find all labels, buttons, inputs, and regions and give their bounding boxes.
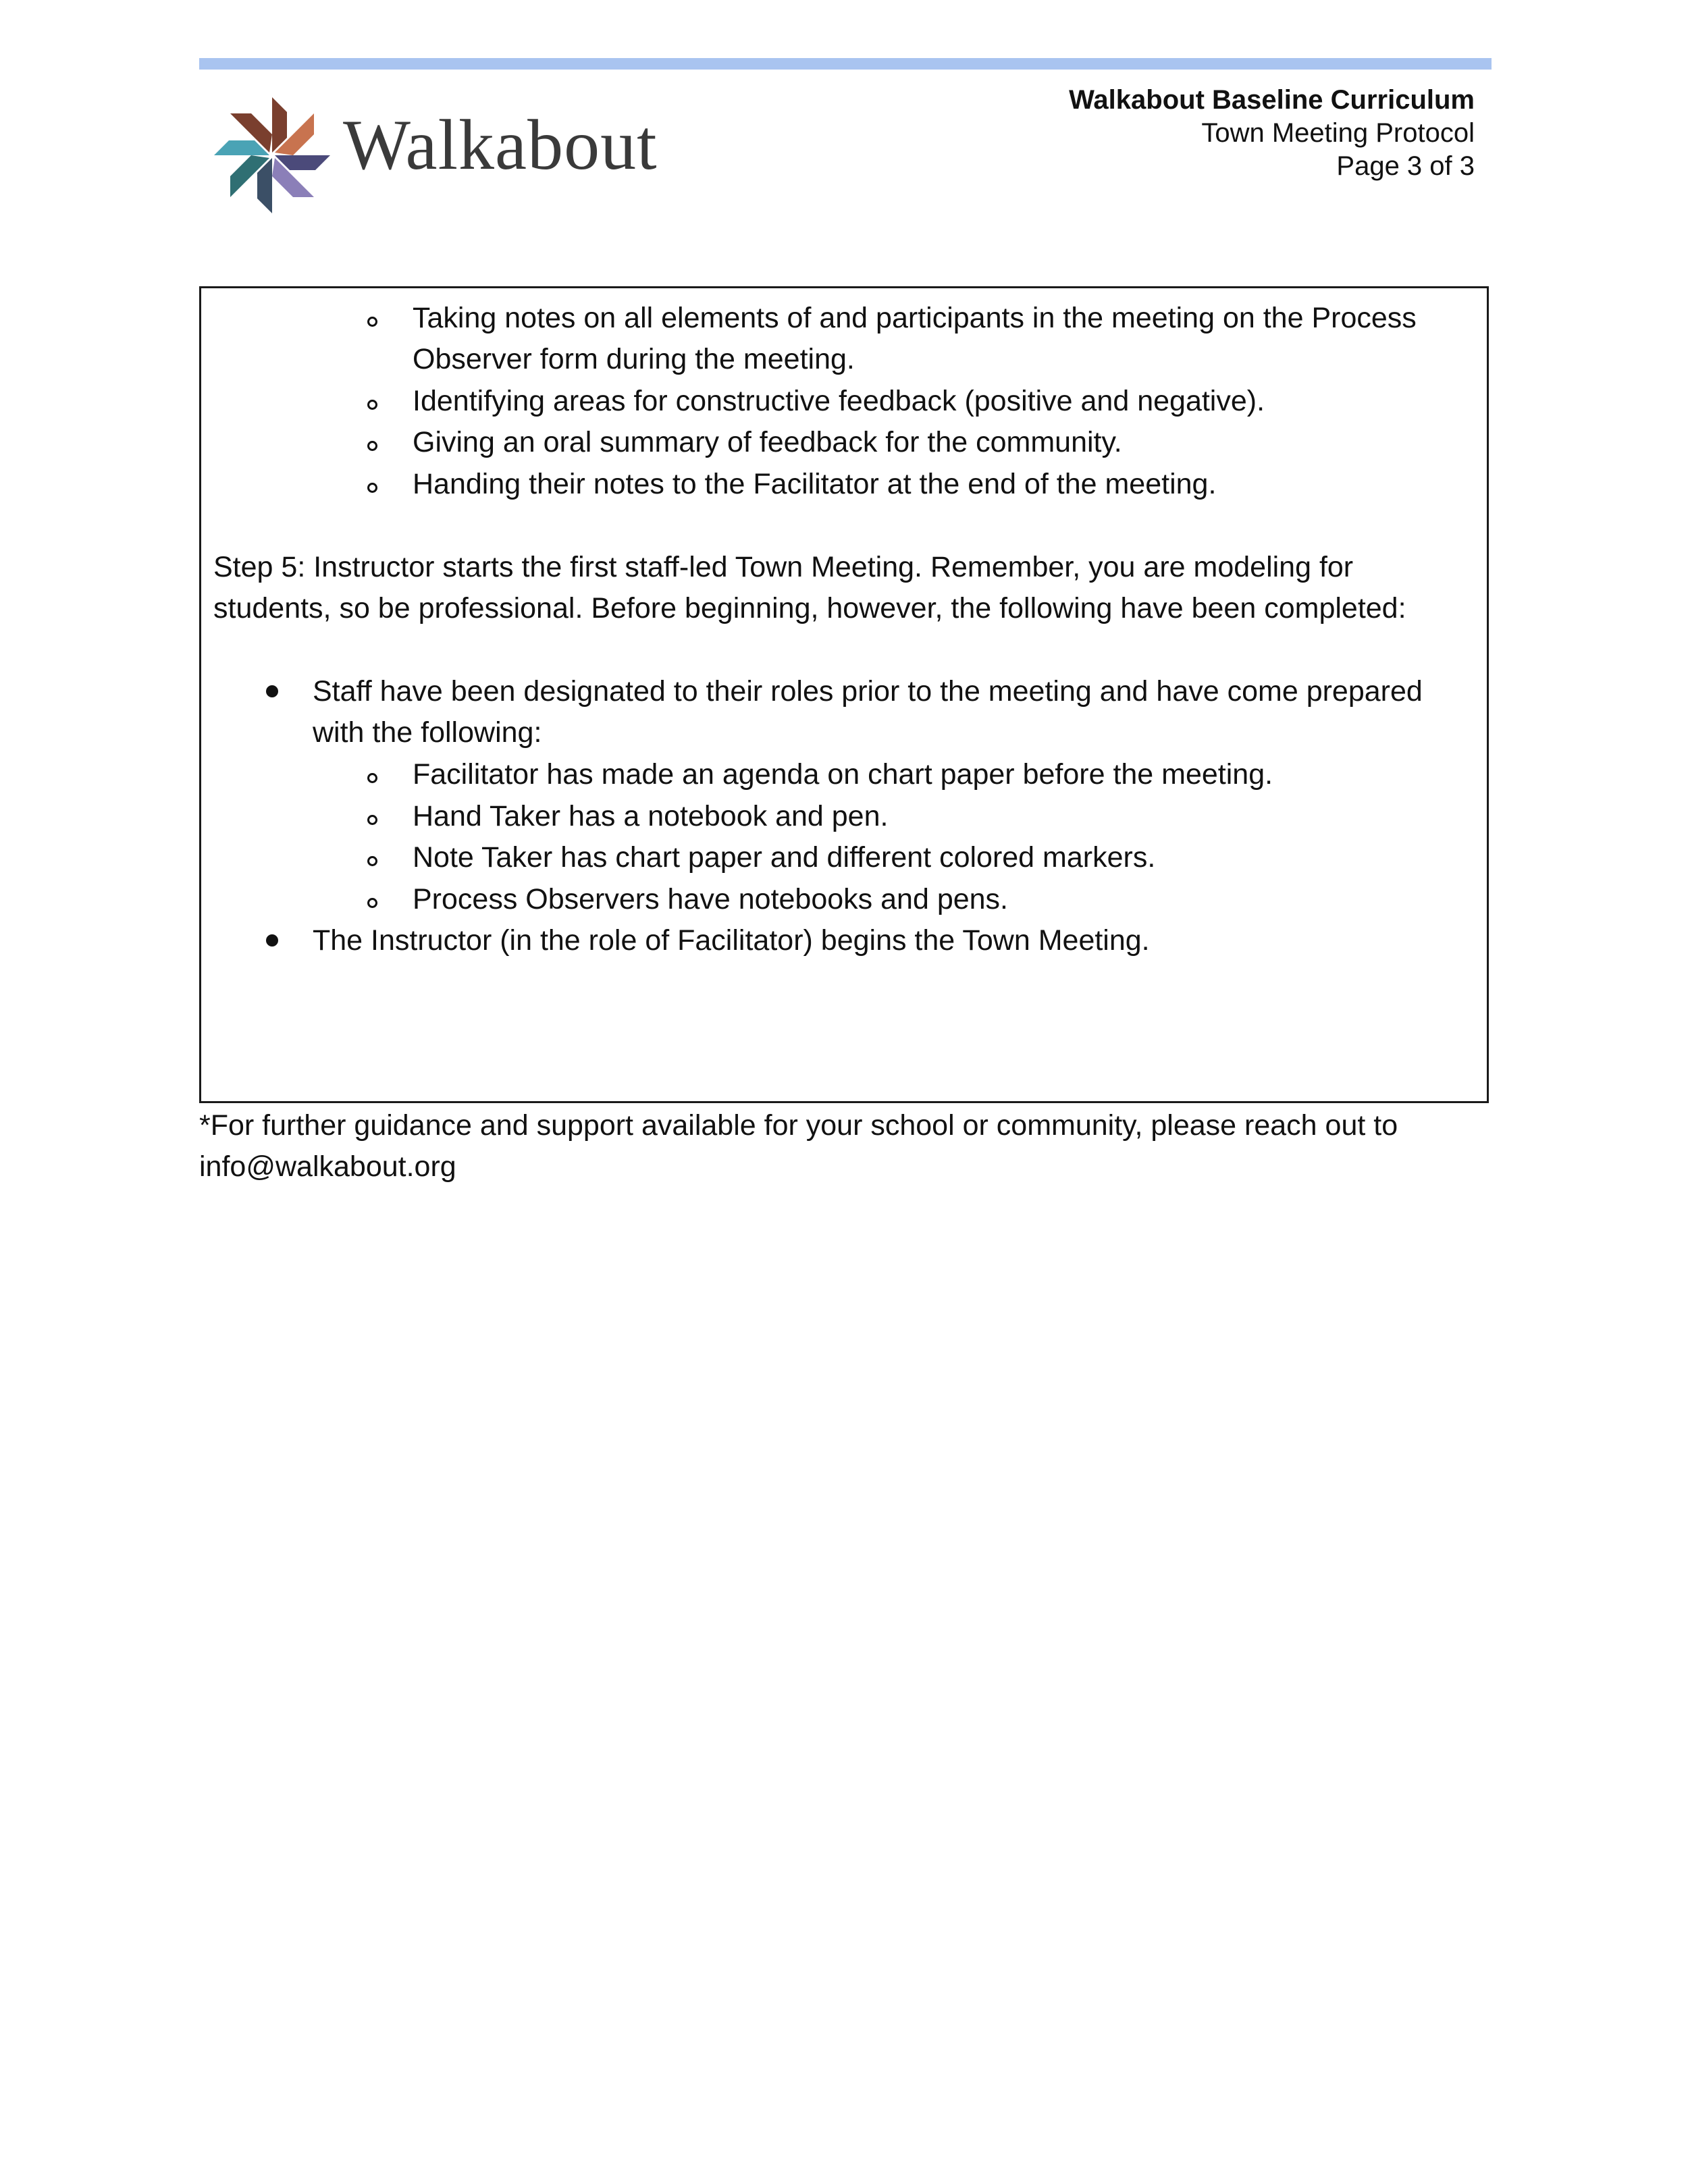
circle-bullet xyxy=(367,898,377,908)
sub-list-item: Facilitator has made an agenda on chart paper before the meeting. xyxy=(413,758,1273,791)
circle-bullet xyxy=(367,400,377,410)
footer-email: info@walkabout.org xyxy=(199,1150,456,1183)
circle-bullet xyxy=(367,773,377,783)
footer-line: *For further guidance and support available for your school or community, please reach out to xyxy=(199,1109,1398,1142)
circle-bullet xyxy=(367,815,377,825)
bullet-item: Staff have been designated to their roles prior to the meeting and have come prepared xyxy=(313,675,1423,708)
header-meta xyxy=(1069,84,1475,183)
circle-bullet xyxy=(367,317,377,327)
page-label: Page 3 of 3 xyxy=(1336,151,1475,181)
bullet-item-continuation: with the following: xyxy=(313,716,542,749)
logo-wordmark: Walkabout xyxy=(343,105,658,184)
list-item-continuation: Observer form during the meeting. xyxy=(413,343,855,375)
list-item: Taking notes on all elements of and participants in the meeting on the Process xyxy=(413,302,1417,334)
document-title: Town Meeting Protocol xyxy=(1201,118,1475,148)
list-item: Giving an oral summary of feedback for the community. xyxy=(413,426,1122,458)
step5-paragraph: Step 5: Instructor starts the first staff-led Town Meeting. Remember, you are modeling for xyxy=(213,551,1354,583)
content-box xyxy=(199,286,1489,1103)
circle-bullet xyxy=(367,483,377,493)
circle-bullet xyxy=(367,856,377,866)
disc-bullet xyxy=(266,934,278,947)
curriculum-title: Walkabout Baseline Curriculum xyxy=(1069,85,1475,115)
walkabout-star-icon xyxy=(211,95,333,216)
sub-list-item: Hand Taker has a notebook and pen. xyxy=(413,800,889,832)
step5-paragraph-continuation: students, so be professional. Before beginning, however, the following have been completed: xyxy=(213,592,1406,624)
sub-list-item: Process Observers have notebooks and pens. xyxy=(413,883,1009,915)
walkabout-logo xyxy=(211,95,658,216)
circle-bullet xyxy=(367,441,377,451)
sub-list-item: Note Taker has chart paper and different colored markers. xyxy=(413,841,1156,874)
list-item: Identifying areas for constructive feedback (positive and negative). xyxy=(413,385,1265,417)
bullet-item: The Instructor (in the role of Facilitator) begins the Town Meeting. xyxy=(313,924,1150,957)
disc-bullet xyxy=(266,685,278,697)
list-item: Handing their notes to the Facilitator at the end of the meeting. xyxy=(413,468,1217,500)
header-rule xyxy=(199,58,1492,70)
